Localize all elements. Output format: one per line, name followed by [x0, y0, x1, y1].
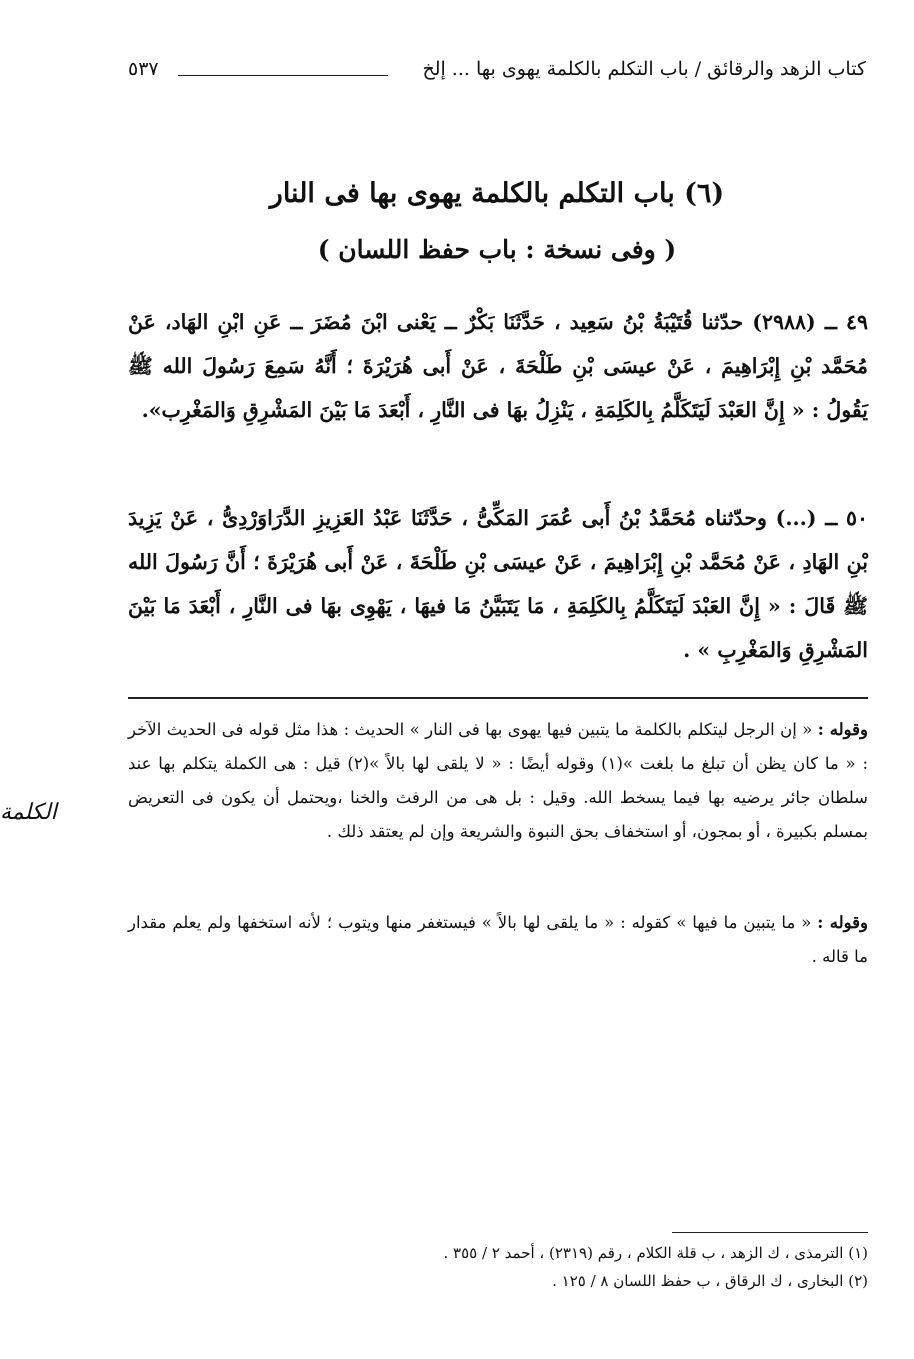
footnote-divider [672, 1232, 868, 1233]
commentary-text: « ما يتبين ما فيها » كقوله : « ما يلقى لها بالاً » فيستغفر منها ويتوب ؛ لأنه استخفها ولم يعلم مقدار ما قاله . [128, 913, 868, 966]
chapter-subtitle: ( وفى نسخة : باب حفظ اللسان ) [317, 235, 677, 264]
commentary-paragraph-1 [128, 713, 868, 849]
page-number: ٥٣٧ [128, 58, 159, 80]
commentary-paragraph-2 [128, 906, 868, 974]
commentary-text: « إن الرجل ليتكلم بالكلمة ما يتبين فيها يهوى بها فى النار » الحديث : هذا مثل قوله فى الحديث الآخر : « ما كان يظن أن تبلغ ما بلغت »(١) وقوله أيضًا : « لا يلقى لها بالاً »(٢) قيل : هى الكملة يتكلم بها عند سلطان جائر يرضيه بها فيما يسخط الله. وقيل : بل هى من الرفث والخنا ،ويحتمل أن يكون فى التعريض بمسلم بكبيرة ، أو بمجون، أو استخفاف بحق النبوة والشريعة وإن لم يعتقد ذلك . [128, 720, 869, 841]
header-rule [178, 75, 388, 76]
hadith-paragraph-50: ٥٠ ــ (...) وحدّثناه مُحَمَّدُ بْنُ أَبى عُمَرَ المَكِّىُّ ، حَدَّثَنَا عَبْدُ العَزِيزِ الدَّرَاوَرْدِىُّ ، عَنْ يَزِيدَ بْنِ الهَادِ ، عَنْ مُحَمَّد بْنِ إِبْرَاهِيمَ ، عَنْ عيسَى بْنِ طَلْحَةَ ، عَنْ أَبى هُرَيْرَةَ ؛ أَنَّ رَسُولَ الله ﷺ قَالَ : « إِنَّ العَبْدَ لَيَتَكَلَّمُ بِالكَلِمَةِ ، مَا يَتَبَيَّنُ مَا فيهَا ، يَهْوِى بهَا فى النَّارِ ، أَبْعَدَ مَا بَيْنَ المَشْرِقِ وَالمَغْرِبِ » . [128, 506, 868, 662]
commentary-keyword: وقوله : [817, 720, 869, 739]
footnote-2: (٢) البخارى ، ك الرقاق ، ب حفظ اللسان ٨ / ١٢٥ . [552, 1272, 868, 1290]
footnote-1: (١) الترمذى ، ك الزهد ، ب قلة الكلام ، رقم (٢٣١٩) ، أحمد ٢ / ٣٥٥ . [443, 1244, 868, 1262]
running-header [128, 58, 866, 92]
running-header-title: كتاب الزهد والرقائق / باب التكلم بالكلمة يهوى بها ... إلخ [422, 58, 866, 80]
chapter-title: (٦) باب التكلم بالكلمة يهوى بها فى النار [269, 178, 725, 209]
handwritten-margin-note: الكلمة [0, 800, 57, 825]
section-divider [128, 697, 868, 699]
hadith-paragraph-49: ٤٩ ــ (٢٩٨٨) حدّثنا قُتَيْبَةُ بْنُ سَعِيد ، حَدَّثَنَا بَكْرٌ ــ يَعْنى ابْنَ مُضَرَ ــ عَنِ ابْنِ الهَاد، عَنْ مُحَمَّد بْنِ إِبْرَاهِيمَ ، عَنْ عيسَى بْنِ طَلْحَةَ ، عَنْ أَبى هُرَيْرَةَ ؛ أَنَّهُ سَمِعَ رَسُولَ الله ﷺ يَقُولُ : « إِنَّ العَبْدَ لَيَتَكَلَّمُ بِالكَلِمَةِ ، يَنْزِلُ بهَا فى النَّارِ ، أَبْعَدَ مَا بَيْنَ المَشْرِقِ وَالمَغْرِب». [128, 310, 868, 422]
commentary-keyword: وقوله : [817, 913, 868, 932]
